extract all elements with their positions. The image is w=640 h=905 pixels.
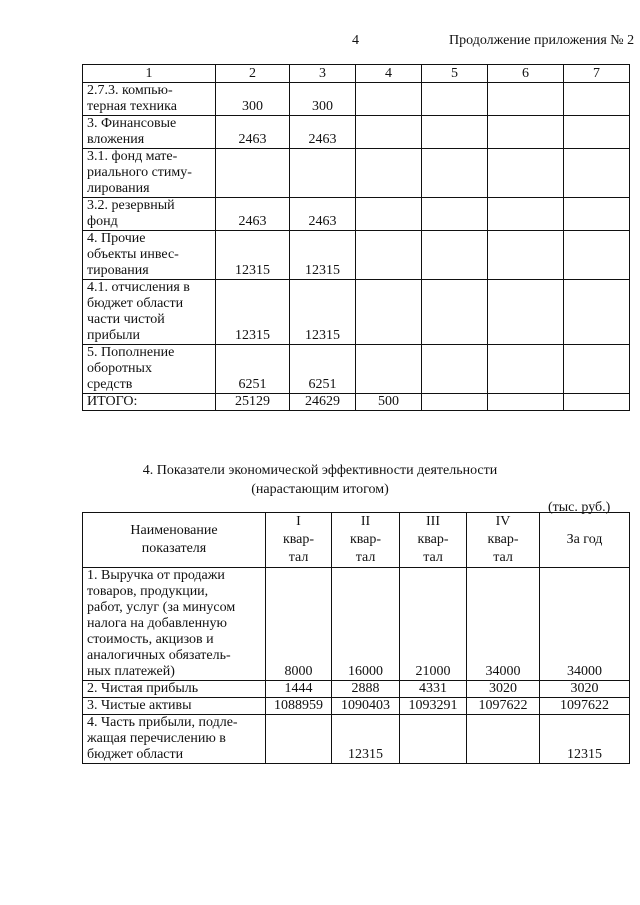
column-header: 3 — [290, 65, 356, 83]
header-q3: III квар- тал — [400, 513, 467, 568]
row-label: 3.2. резервный фонд — [83, 198, 216, 231]
value-cell — [356, 83, 422, 116]
value-cell — [488, 116, 564, 149]
header-q1: I квар- тал — [266, 513, 332, 568]
value-cell — [467, 715, 540, 764]
value-cell — [216, 149, 290, 198]
value-cell: 34000 — [540, 568, 630, 681]
value-cell — [422, 198, 488, 231]
value-cell — [564, 280, 630, 345]
efficiency-table — [82, 512, 630, 764]
value-cell — [356, 345, 422, 394]
section-subtitle: (нарастающим итогом) — [251, 482, 389, 497]
value-cell — [488, 198, 564, 231]
value-cell: 12315 — [216, 280, 290, 345]
column-header: 6 — [488, 65, 564, 83]
row-label: 4. Прочие объекты инвес- тирования — [83, 231, 216, 280]
value-cell: 21000 — [400, 568, 467, 681]
value-cell: 12315 — [540, 715, 630, 764]
value-cell — [422, 149, 488, 198]
units-label: (тыс. руб.) — [548, 500, 611, 515]
value-cell: 2463 — [290, 198, 356, 231]
value-cell: 1090403 — [332, 698, 400, 715]
table-row — [83, 198, 630, 231]
value-cell — [422, 83, 488, 116]
page-number: 4 — [352, 33, 359, 48]
value-cell — [422, 231, 488, 280]
value-cell — [290, 149, 356, 198]
value-cell: 1444 — [266, 681, 332, 698]
value-cell: 1097622 — [467, 698, 540, 715]
value-cell: 6251 — [290, 345, 356, 394]
header-year: За год — [540, 513, 630, 568]
table-row — [83, 345, 630, 394]
value-cell: 24629 — [290, 394, 356, 411]
value-cell: 12315 — [216, 231, 290, 280]
value-cell: 16000 — [332, 568, 400, 681]
value-cell — [564, 83, 630, 116]
row-label: 2. Чистая прибыль — [83, 681, 266, 698]
header-q4: IV квар- тал — [467, 513, 540, 568]
value-cell: 6251 — [216, 345, 290, 394]
value-cell — [356, 280, 422, 345]
section-title: 4. Показатели экономической эффективности деятельности — [142, 463, 498, 478]
row-label: 3. Чистые активы — [83, 698, 266, 715]
row-label: 2.7.3. компью- терная техника — [83, 83, 216, 116]
value-cell: 2463 — [216, 116, 290, 149]
table-row — [83, 83, 630, 116]
row-label: 1. Выручка от продажи товаров, продукции, работ, услуг (за минусом налога на добавленную стоимость, акцизов и аналогичных обязатель- ных платежей) — [83, 568, 266, 681]
total-row — [83, 394, 630, 411]
value-cell — [564, 394, 630, 411]
value-cell: 12315 — [290, 280, 356, 345]
value-cell — [564, 116, 630, 149]
value-cell — [564, 345, 630, 394]
value-cell: 500 — [356, 394, 422, 411]
value-cell — [422, 280, 488, 345]
column-header: 5 — [422, 65, 488, 83]
value-cell — [422, 394, 488, 411]
value-cell — [356, 116, 422, 149]
value-cell: 4331 — [400, 681, 467, 698]
value-cell: 25129 — [216, 394, 290, 411]
row-label: ИТОГО: — [83, 394, 216, 411]
table-row — [83, 715, 630, 764]
value-cell — [488, 231, 564, 280]
table-row — [83, 116, 630, 149]
value-cell — [422, 345, 488, 394]
value-cell — [488, 280, 564, 345]
value-cell: 2463 — [290, 116, 356, 149]
value-cell: 2888 — [332, 681, 400, 698]
header-name: Наименование показателя — [83, 513, 266, 568]
value-cell: 300 — [290, 83, 356, 116]
appendix-continuation: Продолжение приложения № 2 — [449, 33, 635, 48]
table-header-row — [83, 65, 630, 83]
table-row — [83, 568, 630, 681]
table-row — [83, 681, 630, 698]
column-header: 4 — [356, 65, 422, 83]
value-cell — [488, 345, 564, 394]
value-cell — [488, 394, 564, 411]
table-row — [83, 149, 630, 198]
row-label: 5. Пополнение оборотных средств — [83, 345, 216, 394]
value-cell — [400, 715, 467, 764]
column-header: 1 — [83, 65, 216, 83]
value-cell: 12315 — [290, 231, 356, 280]
value-cell — [564, 198, 630, 231]
value-cell — [488, 149, 564, 198]
value-cell: 1093291 — [400, 698, 467, 715]
row-label: 3.1. фонд мате- риального стиму- лирования — [83, 149, 216, 198]
value-cell — [266, 715, 332, 764]
value-cell: 3020 — [540, 681, 630, 698]
value-cell — [356, 198, 422, 231]
value-cell — [488, 83, 564, 116]
table-row — [83, 231, 630, 280]
value-cell — [564, 231, 630, 280]
value-cell: 300 — [216, 83, 290, 116]
investment-table — [82, 64, 630, 411]
header-q2: II квар- тал — [332, 513, 400, 568]
row-label: 3. Финансовые вложения — [83, 116, 216, 149]
value-cell: 1097622 — [540, 698, 630, 715]
column-header: 2 — [216, 65, 290, 83]
value-cell: 8000 — [266, 568, 332, 681]
table-row — [83, 698, 630, 715]
table-row — [83, 280, 630, 345]
value-cell — [422, 116, 488, 149]
value-cell — [564, 149, 630, 198]
value-cell: 2463 — [216, 198, 290, 231]
table-header-row — [83, 513, 630, 568]
value-cell — [356, 149, 422, 198]
value-cell: 1088959 — [266, 698, 332, 715]
value-cell: 12315 — [332, 715, 400, 764]
column-header: 7 — [564, 65, 630, 83]
value-cell: 34000 — [467, 568, 540, 681]
value-cell — [356, 231, 422, 280]
row-label: 4. Часть прибыли, подле- жащая перечислению в бюджет области — [83, 715, 266, 764]
value-cell: 3020 — [467, 681, 540, 698]
row-label: 4.1. отчисления в бюджет области части чистой прибыли — [83, 280, 216, 345]
